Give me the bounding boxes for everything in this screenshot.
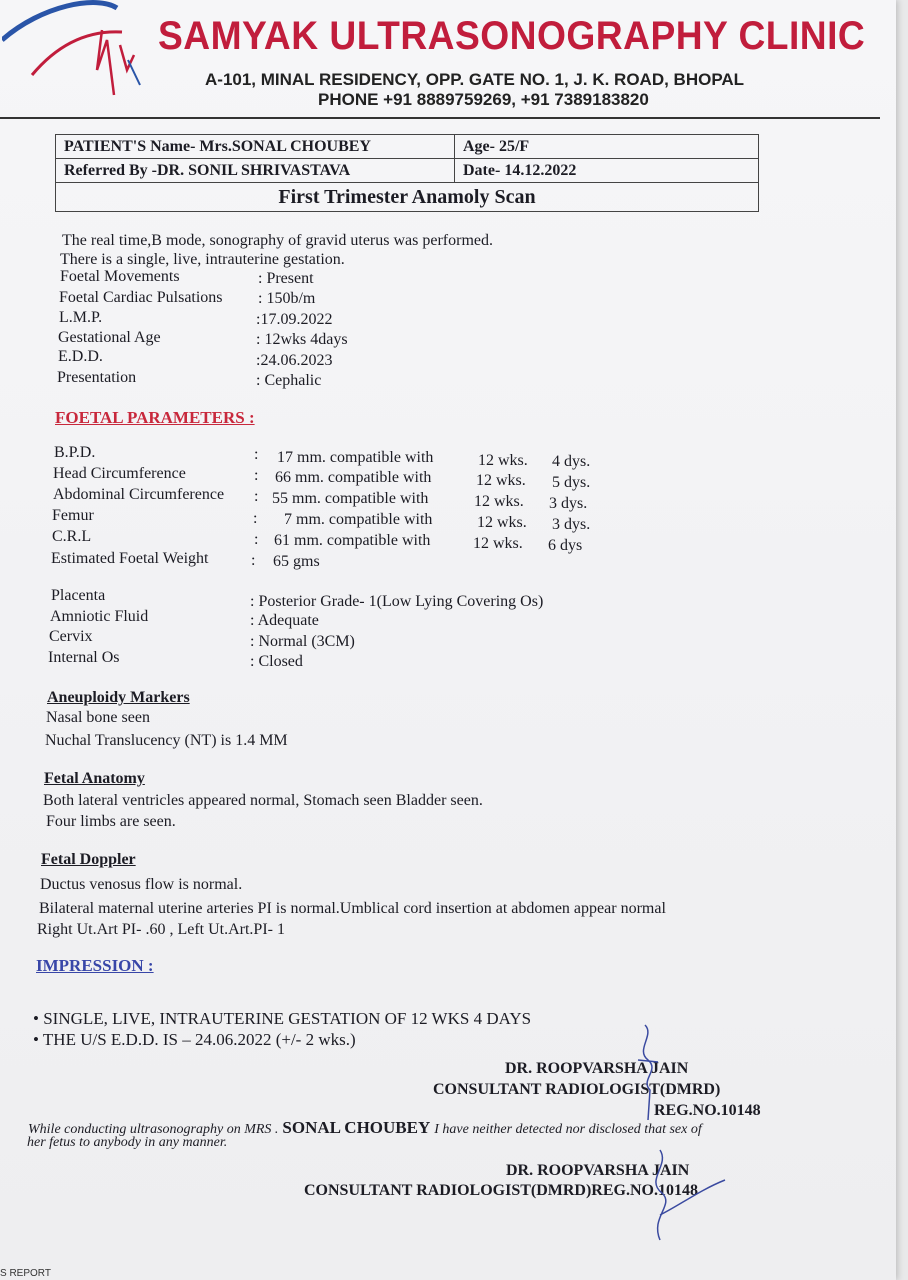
scan-title: First Trimester Anamoly Scan bbox=[56, 183, 759, 212]
parameter-weeks: 12 wks. bbox=[473, 535, 523, 552]
clinic-phone: PHONE +91 8889759269, +91 7389183820 bbox=[318, 90, 649, 109]
parameter-value: 17 mm. compatible with bbox=[277, 449, 434, 466]
summary-label: Presentation bbox=[57, 369, 137, 386]
parameter-value: 65 gms bbox=[273, 553, 320, 570]
parameter-days: 4 dys. bbox=[552, 453, 591, 470]
fetal-anatomy-line-1: Both lateral ventricles appeared normal, Stomach seen Bladder seen. bbox=[43, 792, 483, 809]
patient-age: Age- 25/F bbox=[455, 135, 759, 159]
summary-value: : Present bbox=[258, 270, 314, 287]
parameter-label: Abdominal Circumference bbox=[53, 486, 225, 503]
impression-item: • SINGLE, LIVE, INTRAUTERINE GESTATION OF 12 WKS 4 DAYS bbox=[33, 1009, 532, 1028]
parameter-label: B.P.D. bbox=[54, 444, 96, 461]
fetal-anatomy-heading: Fetal Anatomy bbox=[44, 770, 145, 787]
clinic-name: SAMYAK ULTRASONOGRAPHY CLINIC bbox=[158, 14, 866, 58]
fetal-doppler-line-2: Bilateral maternal uterine arteries PI is normal.Umblical cord insertion at abdomen appear normal bbox=[39, 900, 666, 917]
parameter-colon: : bbox=[254, 467, 259, 484]
clinic-logo bbox=[2, 0, 152, 105]
fetal-doppler-heading: Fetal Doppler bbox=[41, 851, 136, 868]
impression-item-text: SINGLE, LIVE, INTRAUTERINE GESTATION OF 12 WKS 4 DAYS bbox=[43, 1009, 532, 1028]
parameter-days: 6 dys bbox=[548, 537, 583, 554]
radiologist-name: DR. ROOPVARSHA JAIN bbox=[505, 1060, 689, 1077]
parameter-weeks: 12 wks. bbox=[476, 472, 526, 489]
fetal-doppler-line-3: Right Ut.Art PI- .60 , Left Ut.Art.PI- 1 bbox=[37, 921, 285, 938]
summary-label: L.M.P. bbox=[59, 309, 103, 326]
parameter-days: 3 dys. bbox=[549, 495, 588, 512]
header-divider bbox=[0, 117, 880, 119]
fetal-doppler-line-1: Ductus venosus flow is normal. bbox=[40, 876, 243, 893]
summary-value: : Cephalic bbox=[256, 372, 322, 389]
parameter-colon: : bbox=[254, 531, 259, 548]
summary-value: : 150b/m bbox=[258, 290, 316, 307]
impression-item: • THE U/S E.D.D. IS – 24.06.2022 (+/- 2 wks.) bbox=[33, 1030, 356, 1049]
report-date: Date- 14.12.2022 bbox=[455, 159, 759, 183]
handwritten-signature bbox=[630, 1020, 670, 1130]
radiologist-title-reg: CONSULTANT RADIOLOGIST(DMRD)REG.NO.10148 bbox=[304, 1182, 698, 1199]
declaration-part-2: I have neither detected nor disclosed that sex of bbox=[434, 1122, 702, 1137]
parameter-weeks: 12 wks. bbox=[474, 493, 524, 510]
impression-item-text: THE U/S E.D.D. IS – 24.06.2022 (+/- 2 wks.) bbox=[42, 1030, 356, 1049]
aneuploidy-line-2: Nuchal Translucency (NT) is 1.4 MM bbox=[45, 732, 288, 749]
parameter-value: 7 mm. compatible with bbox=[284, 511, 433, 528]
radiologist-title: CONSULTANT RADIOLOGIST(DMRD) bbox=[433, 1081, 721, 1098]
parameter-colon: : bbox=[251, 552, 256, 569]
parameter-label: C.R.L bbox=[52, 528, 92, 545]
summary-value: :17.09.2022 bbox=[256, 311, 333, 328]
parameter-weeks: 12 wks. bbox=[477, 514, 527, 531]
finding-value: : Closed bbox=[250, 653, 303, 670]
parameter-label: Femur bbox=[52, 507, 94, 524]
parameter-colon: : bbox=[253, 510, 258, 527]
clinic-address: A-101, MINAL RESIDENCY, OPP. GATE NO. 1, J. K. ROAD, BHOPAL bbox=[205, 70, 745, 89]
parameter-colon: : bbox=[254, 488, 259, 505]
finding-label: Placenta bbox=[51, 587, 106, 604]
intro-line-1: The real time,B mode, sonography of gravid uterus was performed. bbox=[62, 232, 493, 249]
declaration-patient: SONAL CHOUBEY bbox=[282, 1118, 431, 1137]
referred-by: Referred By -DR. SONIL SHRIVASTAVA bbox=[56, 159, 455, 183]
parameter-value: 55 mm. compatible with bbox=[272, 490, 429, 507]
aneuploidy-heading: Aneuploidy Markers bbox=[47, 689, 190, 706]
summary-label: Foetal Cardiac Pulsations bbox=[59, 289, 223, 306]
summary-label: E.D.D. bbox=[58, 348, 103, 365]
radiologist-reg: REG.NO.10148 bbox=[654, 1102, 761, 1119]
page-footer-fragment: S REPORT bbox=[0, 1268, 51, 1279]
summary-label: Foetal Movements bbox=[60, 268, 180, 285]
foetal-parameters-heading: FOETAL PARAMETERS : bbox=[55, 408, 255, 427]
declaration-line-2: her fetus to anybody in any manner. bbox=[27, 1135, 228, 1150]
parameter-colon: : bbox=[254, 446, 259, 463]
summary-label: Gestational Age bbox=[58, 329, 161, 346]
patient-info-table bbox=[55, 134, 759, 212]
finding-value: : Normal (3CM) bbox=[250, 633, 355, 650]
finding-label: Amniotic Fluid bbox=[50, 608, 149, 625]
parameter-days: 5 dys. bbox=[552, 474, 591, 491]
summary-value: :24.06.2023 bbox=[256, 352, 333, 369]
finding-label: Cervix bbox=[49, 628, 93, 645]
aneuploidy-line-1: Nasal bone seen bbox=[46, 709, 150, 726]
intro-line-2: There is a single, live, intrauterine gestation. bbox=[60, 251, 345, 268]
parameter-weeks: 12 wks. bbox=[478, 452, 528, 469]
handwritten-signature bbox=[640, 1145, 730, 1245]
impression-heading: IMPRESSION : bbox=[36, 956, 154, 975]
parameter-label: Estimated Foetal Weight bbox=[51, 550, 209, 567]
parameter-value: 61 mm. compatible with bbox=[274, 532, 431, 549]
finding-label: Internal Os bbox=[48, 649, 120, 666]
finding-value: : Posterior Grade- 1(Low Lying Covering Os) bbox=[250, 593, 544, 610]
summary-value: : 12wks 4days bbox=[256, 331, 348, 348]
parameter-days: 3 dys. bbox=[552, 516, 591, 533]
parameter-value: 66 mm. compatible with bbox=[275, 469, 432, 486]
declaration-part-1: While conducting ultrasonography on MRS . bbox=[28, 1122, 279, 1137]
patient-name: PATIENT'S Name- Mrs.SONAL CHOUBEY bbox=[56, 135, 455, 159]
finding-value: : Adequate bbox=[250, 612, 319, 629]
parameter-label: Head Circumference bbox=[53, 465, 186, 482]
radiologist-name-2: DR. ROOPVARSHA JAIN bbox=[506, 1162, 690, 1179]
fetal-anatomy-line-2: Four limbs are seen. bbox=[46, 813, 176, 830]
